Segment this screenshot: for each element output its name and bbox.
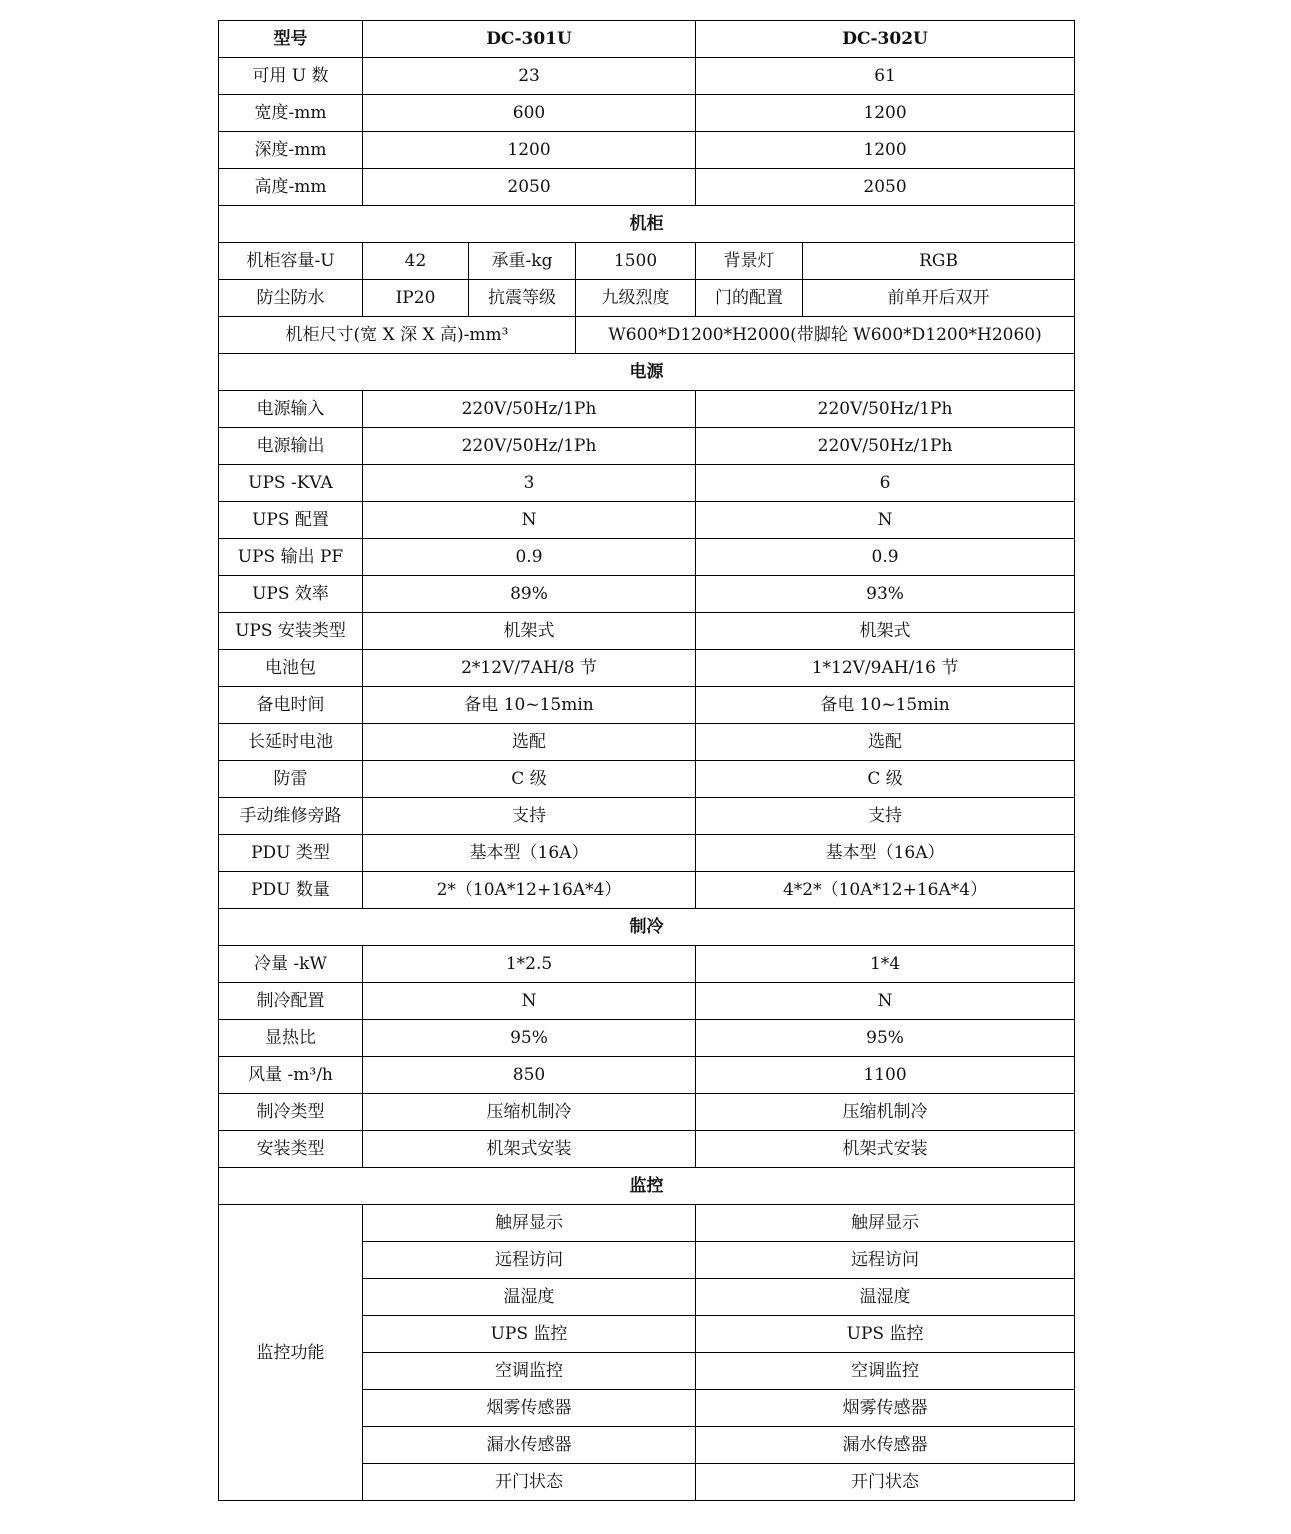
row-label: 制冷配置: [219, 983, 363, 1020]
backlight-label: 背景灯: [696, 243, 803, 280]
door-value: 前单开后双开: [803, 280, 1075, 317]
row-label: 高度-mm: [219, 169, 363, 206]
power-row: [219, 391, 1075, 428]
power-row: [219, 724, 1075, 761]
model-1-value: 2*（10A*12+16A*4）: [363, 872, 696, 909]
model-1-value: 95%: [363, 1020, 696, 1057]
model-1-value: 选配: [363, 724, 696, 761]
cabinet-size-label: 机柜尺寸(宽 X 深 X 高)-mm³: [219, 317, 576, 354]
model-1-value: 机架式安装: [363, 1131, 696, 1168]
model-1-value: 1200: [363, 132, 696, 169]
row-label: 可用 U 数: [219, 58, 363, 95]
model-2-value: 漏水传感器: [696, 1427, 1075, 1464]
model-1-value: 2*12V/7AH/8 节: [363, 650, 696, 687]
monitoring-section: [219, 1168, 1075, 1205]
model-2-value: 压缩机制冷: [696, 1094, 1075, 1131]
row-label: 制冷类型: [219, 1094, 363, 1131]
cabinet-row-1: [219, 243, 1075, 280]
dust-value: IP20: [363, 280, 469, 317]
model-2-header: DC-302U: [696, 21, 1075, 58]
model-1-value: 1*2.5: [363, 946, 696, 983]
cooling-row: [219, 1020, 1075, 1057]
cooling-section: [219, 909, 1075, 946]
model-2-value: 远程访问: [696, 1242, 1075, 1279]
model-2-value: 4*2*（10A*12+16A*4）: [696, 872, 1075, 909]
model-1-value: 0.9: [363, 539, 696, 576]
model-2-value: 95%: [696, 1020, 1075, 1057]
row-label: UPS -KVA: [219, 465, 363, 502]
row-label: 手动维修旁路: [219, 798, 363, 835]
power-row: [219, 502, 1075, 539]
model-2-value: 93%: [696, 576, 1075, 613]
model-1-value: 备电 10~15min: [363, 687, 696, 724]
row-label: 冷量 -kW: [219, 946, 363, 983]
dust-label: 防尘防水: [219, 280, 363, 317]
model-1-value: 600: [363, 95, 696, 132]
power-row: [219, 798, 1075, 835]
model-2-value: 2050: [696, 169, 1075, 206]
power-row: [219, 687, 1075, 724]
door-label: 门的配置: [696, 280, 803, 317]
row-label: 长延时电池: [219, 724, 363, 761]
seismic-value: 九级烈度: [576, 280, 696, 317]
power-row: [219, 761, 1075, 798]
model-1-header: DC-301U: [363, 21, 696, 58]
cooling-row: [219, 1094, 1075, 1131]
power-row: [219, 872, 1075, 909]
cooling-row: [219, 1057, 1075, 1094]
row-label: UPS 输出 PF: [219, 539, 363, 576]
model-2-value: 基本型（16A）: [696, 835, 1075, 872]
power-section-title: 电源: [219, 354, 1075, 391]
row-label: UPS 配置: [219, 502, 363, 539]
cabinet-size-value: W600*D1200*H2000(带脚轮 W600*D1200*H2060): [576, 317, 1075, 354]
model-2-value: N: [696, 983, 1075, 1020]
row-label: 电源输入: [219, 391, 363, 428]
power-row: [219, 428, 1075, 465]
model-1-value: 850: [363, 1057, 696, 1094]
model-1-value: N: [363, 983, 696, 1020]
model-2-value: 1200: [696, 132, 1075, 169]
cooling-section-title: 制冷: [219, 909, 1075, 946]
model-1-value: 漏水传感器: [363, 1427, 696, 1464]
model-2-value: 机架式: [696, 613, 1075, 650]
model-1-value: 2050: [363, 169, 696, 206]
cooling-row: [219, 946, 1075, 983]
model-1-value: 89%: [363, 576, 696, 613]
model-1-value: 开门状态: [363, 1464, 696, 1501]
model-1-value: 压缩机制冷: [363, 1094, 696, 1131]
model-2-value: 开门状态: [696, 1464, 1075, 1501]
spec-row: [219, 58, 1075, 95]
model-2-value: 1100: [696, 1057, 1075, 1094]
model-1-value: N: [363, 502, 696, 539]
row-label: 备电时间: [219, 687, 363, 724]
row-label: 风量 -m³/h: [219, 1057, 363, 1094]
power-section: [219, 354, 1075, 391]
model-2-value: 机架式安装: [696, 1131, 1075, 1168]
power-row: [219, 835, 1075, 872]
monitoring-label: 监控功能: [219, 1205, 363, 1501]
model-2-value: 1*4: [696, 946, 1075, 983]
backlight-value: RGB: [803, 243, 1075, 280]
monitoring-row: [219, 1205, 1075, 1242]
load-value: 1500: [576, 243, 696, 280]
power-row: [219, 576, 1075, 613]
capacity-label: 机柜容量-U: [219, 243, 363, 280]
model-2-value: 温湿度: [696, 1279, 1075, 1316]
row-label: 深度-mm: [219, 132, 363, 169]
model-2-value: N: [696, 502, 1075, 539]
model-2-value: 支持: [696, 798, 1075, 835]
model-1-value: 3: [363, 465, 696, 502]
header-label: 型号: [219, 21, 363, 58]
row-label: 防雷: [219, 761, 363, 798]
spec-row: [219, 132, 1075, 169]
row-label: 电池包: [219, 650, 363, 687]
spec-table: [218, 20, 1075, 1501]
model-1-value: 空调监控: [363, 1353, 696, 1390]
model-1-value: 烟雾传感器: [363, 1390, 696, 1427]
model-2-value: 1200: [696, 95, 1075, 132]
power-row: [219, 613, 1075, 650]
model-2-value: 220V/50Hz/1Ph: [696, 391, 1075, 428]
model-1-value: 机架式: [363, 613, 696, 650]
cabinet-section: [219, 206, 1075, 243]
model-1-value: 温湿度: [363, 1279, 696, 1316]
load-label: 承重-kg: [469, 243, 576, 280]
model-1-value: 远程访问: [363, 1242, 696, 1279]
cooling-row: [219, 1131, 1075, 1168]
power-row: [219, 465, 1075, 502]
model-2-value: UPS 监控: [696, 1316, 1075, 1353]
cabinet-row-2: [219, 280, 1075, 317]
model-1-value: 220V/50Hz/1Ph: [363, 428, 696, 465]
model-2-value: 1*12V/9AH/16 节: [696, 650, 1075, 687]
cabinet-size-row: [219, 317, 1075, 354]
model-1-value: C 级: [363, 761, 696, 798]
row-label: 宽度-mm: [219, 95, 363, 132]
model-1-value: 基本型（16A）: [363, 835, 696, 872]
spec-row: [219, 169, 1075, 206]
model-1-value: UPS 监控: [363, 1316, 696, 1353]
row-label: PDU 类型: [219, 835, 363, 872]
row-label: 电源输出: [219, 428, 363, 465]
monitoring-section-title: 监控: [219, 1168, 1075, 1205]
model-2-value: 备电 10~15min: [696, 687, 1075, 724]
header-row: [219, 21, 1075, 58]
model-1-value: 23: [363, 58, 696, 95]
model-2-value: 220V/50Hz/1Ph: [696, 428, 1075, 465]
model-2-value: C 级: [696, 761, 1075, 798]
spec-table-body: [219, 21, 1075, 1501]
model-2-value: 6: [696, 465, 1075, 502]
model-1-value: 触屏显示: [363, 1205, 696, 1242]
row-label: UPS 安装类型: [219, 613, 363, 650]
row-label: PDU 数量: [219, 872, 363, 909]
model-2-value: 选配: [696, 724, 1075, 761]
model-2-value: 触屏显示: [696, 1205, 1075, 1242]
row-label: 显热比: [219, 1020, 363, 1057]
power-row: [219, 650, 1075, 687]
model-1-value: 支持: [363, 798, 696, 835]
row-label: UPS 效率: [219, 576, 363, 613]
model-2-value: 空调监控: [696, 1353, 1075, 1390]
cabinet-section-title: 机柜: [219, 206, 1075, 243]
row-label: 安装类型: [219, 1131, 363, 1168]
model-2-value: 61: [696, 58, 1075, 95]
spec-row: [219, 95, 1075, 132]
model-1-value: 220V/50Hz/1Ph: [363, 391, 696, 428]
model-2-value: 0.9: [696, 539, 1075, 576]
power-row: [219, 539, 1075, 576]
model-2-value: 烟雾传感器: [696, 1390, 1075, 1427]
capacity-value: 42: [363, 243, 469, 280]
cooling-row: [219, 983, 1075, 1020]
seismic-label: 抗震等级: [469, 280, 576, 317]
